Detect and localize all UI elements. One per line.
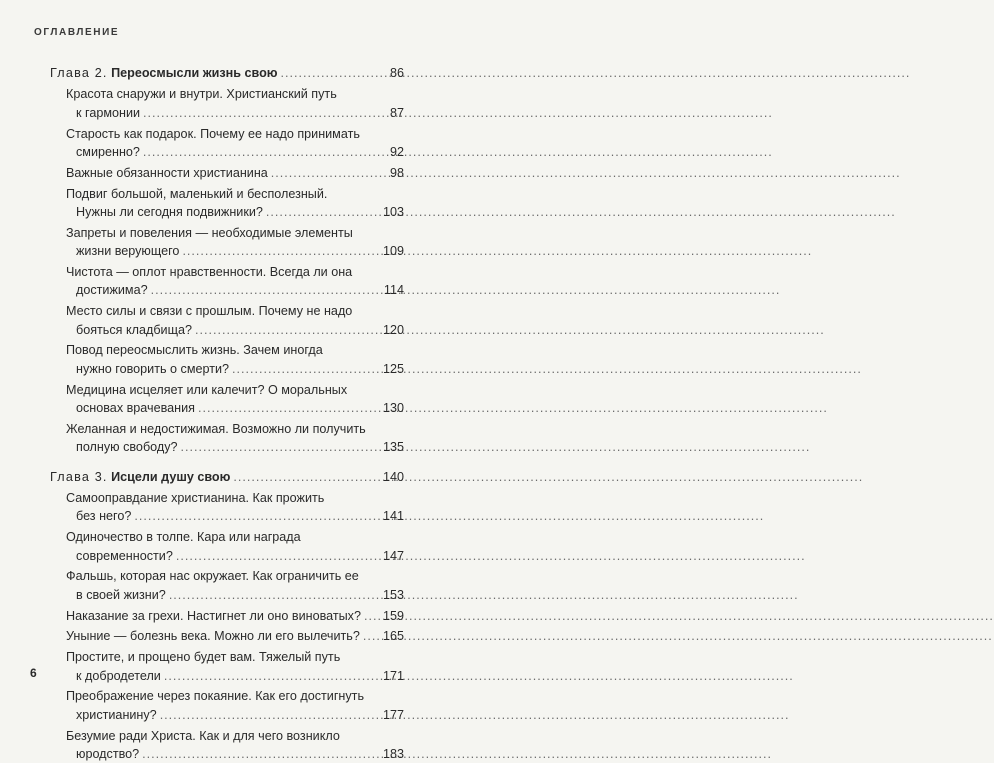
leader-dots <box>232 360 380 378</box>
entry-line <box>66 706 404 724</box>
leader-dots <box>363 627 380 645</box>
entry-title-cont: христианину? <box>76 707 157 722</box>
entry-line <box>66 104 404 122</box>
entry-title-cont: полную свободу? <box>76 440 178 455</box>
entry-title: Старость как подарок. Почему ее надо принимать <box>66 126 360 141</box>
page-number: 6 <box>30 666 37 680</box>
entry-page: 98 <box>389 165 404 180</box>
entry-line <box>66 164 404 182</box>
entry-title-cont: современности? <box>76 548 173 563</box>
chapter-number: Глава 2. <box>50 66 108 80</box>
entry-page: 147 <box>382 548 404 563</box>
toc-entry[interactable] <box>50 164 404 182</box>
entry-title-cont: нужно говорить о смерти? <box>76 361 230 376</box>
leader-dots <box>169 586 380 604</box>
toc-entry[interactable] <box>50 420 404 457</box>
entry-line <box>66 281 404 299</box>
chapter-label <box>50 468 230 487</box>
entry-title: Повод переосмыслить жизнь. Зачем иногда <box>66 343 323 358</box>
table-of-contents <box>50 64 404 763</box>
entry-title-cont: в своей жизни? <box>76 587 166 602</box>
leader-dots <box>143 104 387 122</box>
leader-dots <box>134 507 380 525</box>
entry-line <box>66 745 404 763</box>
entry-title: Медицина исцеляет или калечит? О моральных <box>66 382 348 397</box>
entry-title: Одиночество в толпе. Кара или награда <box>66 530 301 545</box>
entry-page: 103 <box>382 205 404 219</box>
entry-page: 135 <box>382 440 404 455</box>
entry-title-cont: к добродетели <box>76 668 161 683</box>
entry-title-cont: смиренно? <box>76 145 140 159</box>
leader-dots <box>195 321 380 339</box>
toc-entry[interactable] <box>50 224 404 261</box>
entry-page: 159 <box>382 608 404 623</box>
toc-entry[interactable] <box>50 727 404 763</box>
entry-line <box>66 321 404 339</box>
entry-title: Желанная и недостижимая. Возможно ли получить <box>66 421 366 436</box>
leader-dots <box>364 607 380 625</box>
leader-dots <box>181 438 380 456</box>
entry-line <box>66 627 404 645</box>
entry-line <box>66 438 404 456</box>
chapter-gap <box>50 457 404 468</box>
entry-title: Красота снаружи и внутри. Христианский путь <box>66 87 337 102</box>
chapter-label <box>50 64 278 83</box>
entry-page: 114 <box>383 283 404 298</box>
leader-dots <box>176 547 380 565</box>
leader-dots <box>233 468 380 487</box>
chapter-title: Переосмысли жизнь свою <box>107 66 278 80</box>
toc-entry[interactable] <box>50 627 404 645</box>
entry-page: 87 <box>389 105 404 120</box>
leader-dots <box>143 143 387 161</box>
entry-title: Важные обязанности христианина <box>66 165 268 180</box>
entry-title-cont: основах врачевания <box>76 401 195 416</box>
leader-dots <box>198 399 380 417</box>
entry-title-cont: достижима? <box>76 283 148 298</box>
toc-entry[interactable] <box>50 185 404 222</box>
entry-page: 153 <box>382 587 404 602</box>
entry-page: 171 <box>382 668 404 683</box>
entry-title: Место силы и связи с прошлым. Почему не надо <box>66 304 353 319</box>
chapter-heading[interactable] <box>50 64 404 83</box>
toc-entry[interactable] <box>50 381 404 418</box>
entry-line <box>66 507 404 525</box>
entry-title: Наказание за грехи. Настигнет ли оно виноватых? <box>66 608 361 623</box>
toc-entry[interactable] <box>50 648 404 685</box>
toc-entry[interactable] <box>50 567 404 604</box>
entry-page: 183 <box>382 747 404 762</box>
toc-entry[interactable] <box>50 607 404 625</box>
entry-title: Простите, и прощено будет вам. Тяжелый путь <box>66 650 341 665</box>
chapter-heading[interactable] <box>50 468 404 487</box>
entry-line <box>66 547 404 565</box>
entry-title: Уныние — болезнь века. Можно ли его вылечить? <box>66 629 360 644</box>
entry-title-cont: Нужны ли сегодня подвижники? <box>76 205 263 219</box>
leader-dots <box>266 203 380 221</box>
entry-title: Запреты и повеления — необходимые элементы <box>66 225 353 240</box>
entry-line <box>66 143 404 161</box>
entry-line <box>66 360 404 378</box>
leader-dots <box>281 64 387 83</box>
entry-title-cont: юродство? <box>76 747 140 762</box>
toc-entry[interactable] <box>50 341 404 378</box>
toc-entry[interactable] <box>50 489 404 526</box>
toc-entry[interactable] <box>50 528 404 565</box>
entry-line <box>66 399 404 417</box>
leader-dots <box>160 706 380 724</box>
leader-dots <box>151 281 381 299</box>
leader-dots <box>164 667 380 685</box>
entry-line <box>66 607 404 625</box>
entry-title-cont: без него? <box>76 509 132 524</box>
entry-title: Преображение через покаяние. Как его достигнуть <box>66 689 365 704</box>
entry-page: 120 <box>382 322 404 337</box>
entry-line <box>66 203 404 221</box>
entry-title: Чистота — оплот нравственности. Всегда ли она <box>66 265 353 279</box>
entry-line <box>66 586 404 604</box>
entry-title: Безумие ради Христа. Как и для чего возникло <box>66 728 340 743</box>
entry-page: 109 <box>382 244 404 259</box>
entry-title-cont: бояться кладбища? <box>76 322 192 337</box>
entry-title: Фальшь, которая нас окружает. Как ограничить ее <box>66 569 359 584</box>
entry-page: 92 <box>389 145 404 159</box>
toc-entry[interactable] <box>50 125 404 162</box>
section-header: ОГЛАВЛЕНИЕ <box>34 27 120 38</box>
entry-page: 165 <box>382 629 404 644</box>
entry-title-cont: к гармонии <box>76 105 141 120</box>
entry-line <box>66 667 404 685</box>
toc-entry[interactable] <box>50 302 404 339</box>
toc-entry[interactable] <box>50 263 404 300</box>
leader-dots <box>271 164 387 182</box>
chapter-page: 86 <box>389 66 404 80</box>
entry-title: Самооправдание христианина. Как прожить <box>66 491 325 506</box>
chapter-page: 140 <box>382 469 404 484</box>
chapter-title: Исцели душу свою <box>107 469 231 484</box>
entry-page: 177 <box>382 707 404 722</box>
chapter-number: Глава 3. <box>50 469 108 484</box>
toc-entry[interactable] <box>50 687 404 724</box>
leader-dots <box>142 745 380 763</box>
toc-entry[interactable] <box>50 85 404 122</box>
entry-title: Подвиг большой, маленький и бесполезный. <box>66 186 328 201</box>
entry-page: 125 <box>382 361 404 376</box>
entry-line <box>66 242 404 260</box>
leader-dots <box>182 242 380 260</box>
entry-page: 141 <box>382 509 404 524</box>
entry-title-cont: жизни верующего <box>76 244 180 259</box>
entry-page: 130 <box>382 401 404 416</box>
